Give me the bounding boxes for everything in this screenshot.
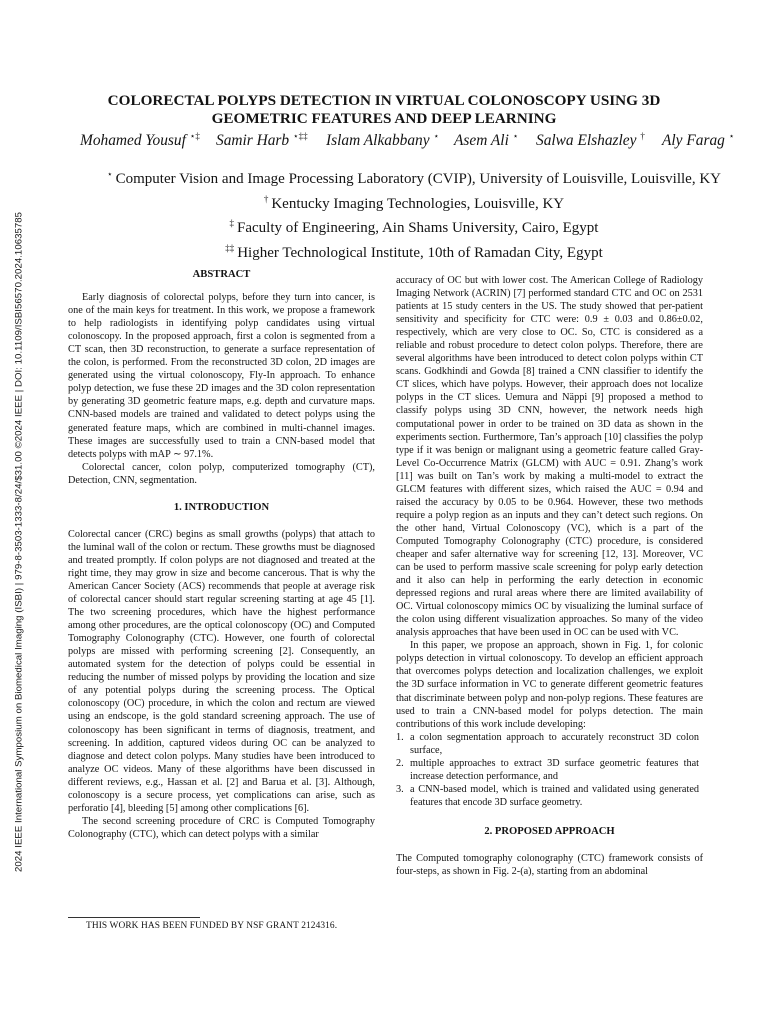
title-line-2: GEOMETRIC FEATURES AND DEEP LEARNING [211,110,557,127]
introduction-paragraph-1: Colorectal cancer (CRC) begins as small growths (polyps) that attach to the luminal wall of the colon or rectum. These growths must be diagnosed and treated promptly. If colon polyps are not diagnosed and treated at the right time, they may grow in size and become cancerous. That is why the American Cancer Society (ACS) recommends that people at average risk of colorectal cancer should start regular screening starting at age 45 [1]. The two screening procedures, which have the highest performance among other procedures, are the optical colonoscopy (OC) and Computed Tomography Colonography (CTC). However, one fourth of colorectal polyps are missed with performing screening [2]. Consequently, an automated system for the detection of polyps could be essential in reducing the number of missed polyps by providing the location and size of any potential polyps during the screening process. The Optical colonoscopy (OC) procedure, in which the colon and rectum are viewed using an endscope, is the gold standard screening approach. The use of colonoscopy has been significant in terms of diagnosis, treatment, and screening. In addition, captured videos during OC can be analyzed to diagnose and detect colon polyps. Many studies have been introduced to analyze OC videos. Many of these algorithms have been discussed in different reviews, e.g., Hassan et al. [2] and Barua et al. [3]. Although, colonoscopy is a secure process, yet complications can arise, such as perforatio [4], bleeding [5] among other complications [6]. [68,528,375,814]
left-column [68,268,375,841]
proposed-approach-heading: 2. PROPOSED APPROACH [484,825,615,837]
contribution-item: 1. a colon segmentation approach to accurately reconstruct 3D colon surface, [396,731,699,756]
author: Salwa Elshazley † [536,131,645,149]
author: Aly Farag ⋆ [662,131,735,149]
abstract-body: Early diagnosis of colorectal polyps, before they turn into cancer, is one of the main keys for treatment. In this work, we propose a framework to help radiologists in identifying polyp candidates using virtual colonoscopy. In the proposed approach, first a colon is segmented from a CT scan, then 3D reconstruction, to generate a surface representation of the colon, is performed. From the reconstructed 3D colon, 2D images are generated using the virtual colonoscopy, Fly-In approach. To enhance polyp detection, we fuse these 2D images and the 3D colon representation by generating 3D geometric feature maps, e.g. depth and curvature maps. CNN-based models are trained and validated to detect polyps using the generated feature maps, which are combined in multi-channel images. These images are successfully used to train a CNN-based model that detects polyps with mAP ∼ 97.1%. [68,292,375,460]
introduction-paragraph-3: In this paper, we propose an approach, shown in Fig. 1, for colonic polyps detection in virtual colonoscopy. To develop an efficient approach that overcomes polyps detection and localization challenges, we exploit the 3D surface information in VC to generate different geometric features that discriminate between polyp and non-polyp regions. These features are used to train a CNN-based model for polyps detection. The main contributions of this work include developing: [396,640,703,730]
paper-title [60,92,708,128]
contribution-list [396,731,703,809]
abstract-heading: ABSTRACT [192,269,251,280]
contribution-item: 3. a CNN-based model, which is trained and validated using generated features that encode 3D surface geometry. [396,783,699,808]
right-column [396,274,703,878]
author: Islam Alkabbany ⋆ [326,131,440,149]
author-list [64,131,744,151]
index-terms: Colorectal cancer, colon polyp, computerized tomography (CT), Detection, CNN, segmentation. [68,461,375,486]
proposed-approach-paragraph: The Computed tomography colonography (CTC) framework consists of four-steps, as shown in Fig. 2-(a), starting from an abdominal [396,852,703,878]
author: Samir Harb ⋆‡‡ [216,131,308,149]
footnote-rule [68,917,200,918]
affiliation: ‡‡ Higher Technological Institute, 10th of Ramadan City, Egypt [225,242,603,261]
author: Mohamed Yousuf ⋆‡ [80,131,200,149]
affiliation: † Kentucky Imaging Technologies, Louisville, KY [263,193,565,212]
publication-sidebar [4,0,34,1024]
introduction-paragraph-2-start: The second screening procedure of CRC is Computed Tomography Colonography (CTC), which can detect polyps with a similar [68,815,375,840]
contribution-item: 2. multiple approaches to extract 3D surface geometric features that increase detection performance, and [396,757,699,782]
affiliation: ⋆ Computer Vision and Image Processing Laboratory (CVIP), University of Louisville, Louisville, KY [106,169,722,187]
affiliation-list [60,165,768,263]
affiliation: ‡ Faculty of Engineering, Ain Shams University, Cairo, Egypt [229,218,599,236]
introduction-paragraph-2-continued: accuracy of OC but with lower cost. The American College of Radiology Imaging Network (ACRIN) [7] performed standard CTC and OC on 2531 patients at 15 study centers in the US. The study showed that per-patient sensitivity and specificity for CTC were: 0.9 ± 0.03 and 0.86±0.02, respectively, which are very close to OC. So, CTC is considered as a reliable and robust procedure to detect colon polyps. Therefore, there are several algorithms have been introduced to detect colon polyps within CT scans. Godkhindi and Gowda [8] trained a CNN classifier to identify the CT slices, which have polyps. However, their approach does not localize polyps in the CT slices. Uemura and Näppi [9] proposed a method to classify polyps using 3D CNN, however, the network needs high computational power in order to be trained on 3D data as shown in the experiments section. Furthermore, Tan’s approach [10] classifies the polyp type if it was benign or malignant using a geometric feature called Gray-Level Co-Occurrence Matrix (GLCM) with AUC = 0.91. Zhang’s work [11] was built on Tan’s work by making a multi-model to extract the GLCM features with different sizes, which raised the AUC = 0.94 and raised the accuracy by 0.05 to be 0.964. However, these two methods require a polyp region as an inputs and they can’t detect such regions. On the other hand, Virtual Colonoscopy (VC), which is a part of the Computed Tomography Colonography (CTC) procedure, is considered cheaper and safer alternative way for screening [12, 13]. Moreover, VC can be used to perform massive scale screening for polyp early detection and it also can help in performing the early detection in economic depressed regions and rural areas where there are limited availability of OC. Virtual colonoscopy mimics OC by visualizing the luminal surface of the colon using different visualization approaches. So many of the video analysis approaches that have been used in OC can be used with VC. [396,275,703,639]
funding-footnote: THIS WORK HAS BEEN FUNDED BY NSF GRANT 2124316. [86,921,338,931]
publication-sidebar-text: 2024 IEEE International Symposium on Biomedical Imaging (ISBI) | 979-8-3503-1333-8/24/$31.00 ©2024 IEEE | DOI: 10.1109/ISBI56570.2024.10635785 [13,211,25,873]
title-line-1: COLORECTAL POLYPS DETECTION IN VIRTUAL COLONOSCOPY USING 3D [107,92,661,109]
author: Asem Ali ⋆ [454,131,519,149]
introduction-heading: 1. INTRODUCTION [173,501,270,513]
